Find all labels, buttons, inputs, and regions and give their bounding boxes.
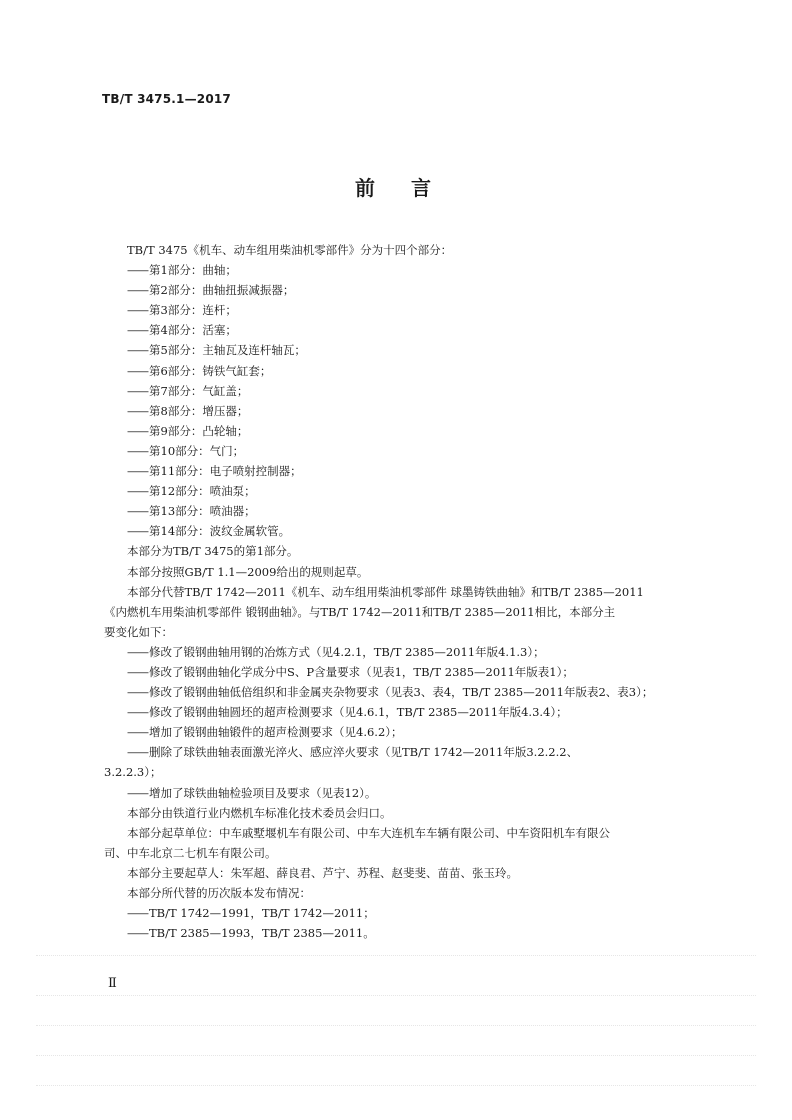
dash-mark: —— xyxy=(127,705,148,720)
part-label: 第14部分：波纹金属软管。 xyxy=(149,524,291,539)
dash-mark: —— xyxy=(127,504,148,519)
dash-mark: —— xyxy=(127,524,148,539)
foreword-body xyxy=(104,240,698,943)
scan-dotted-rule xyxy=(36,995,756,996)
list-item xyxy=(104,662,698,682)
replace-paragraph-line-3: 要变化如下： xyxy=(104,624,173,639)
list-item xyxy=(104,702,698,722)
dash-mark: —— xyxy=(127,906,148,921)
change-label: 删除了球铁曲轴表面激光淬火、感应淬火要求（见TB/T 1742—2011年版3.2.2.2、 xyxy=(149,745,579,760)
dash-mark: —— xyxy=(127,323,148,338)
history-label: TB/T 1742—1991，TB/T 1742—2011； xyxy=(149,906,375,921)
statement-drafting: 本部分按照GB/T 1.1—2009给出的规则起草。 xyxy=(127,564,369,579)
part-label: 第2部分：曲轴扭振减振器； xyxy=(149,283,295,298)
change-label: 修改了锻钢曲轴低倍组织和非金属夹杂物要求（见表3、表4，TB/T 2385—2011年版表2、表3）； xyxy=(149,685,654,700)
change-label: 增加了球铁曲轴检验项目及要求（见表12）。 xyxy=(149,785,377,800)
dash-mark: —— xyxy=(127,383,148,398)
change-label: 增加了锻钢曲轴锻件的超声检测要求（见4.6.2）； xyxy=(149,725,403,740)
drafting-units-line-1: 本部分起草单位：中车戚墅堰机车有限公司、中车大连机车车辆有限公司、中车资阳机车有限公 xyxy=(127,825,610,840)
intro-paragraph: TB/T 3475《机车、动车组用柴油机零部件》分为十四个部分： xyxy=(127,243,453,257)
change-label: 修改了锻钢曲轴用钢的冶炼方式（见4.2.1，TB/T 2385—2011年版4.1.3）； xyxy=(149,644,545,659)
list-item xyxy=(104,461,698,481)
dash-mark: —— xyxy=(127,443,148,458)
committee-statement: 本部分由铁道行业内燃机车标准化技术委员会归口。 xyxy=(127,805,392,820)
part-label: 第5部分：主轴瓦及连杆轴瓦； xyxy=(149,343,306,358)
scan-dotted-rule xyxy=(36,1025,756,1026)
history-intro: 本部分所代替的历次版本发布情况： xyxy=(127,886,311,900)
standard-number: TB/T 3475.1—2017 xyxy=(102,92,231,106)
list-item xyxy=(104,923,698,943)
part-label: 第11部分：电子喷射控制器； xyxy=(149,464,302,479)
statement-part: 本部分为TB/T 3475的第1部分。 xyxy=(127,544,299,559)
part-label: 第12部分：喷油泵； xyxy=(149,484,256,499)
dash-mark: —— xyxy=(127,745,148,760)
change-label: 修改了锻钢曲轴圆坯的超声检测要求（见4.6.1，TB/T 2385—2011年版4.3.4）； xyxy=(149,705,568,720)
replace-paragraph-line-2: 《内燃机车用柴油机零部件 锻钢曲轴》。与TB/T 1742—2011和TB/T 2385—2011相比，本部分主 xyxy=(104,604,616,619)
change-continuation: 3.2.2.3）； xyxy=(104,765,162,780)
dash-mark: —— xyxy=(127,403,148,418)
dash-mark: —— xyxy=(127,785,148,800)
drafting-units-line-2: 司、中车北京二七机车有限公司。 xyxy=(104,845,277,860)
list-item xyxy=(104,783,698,803)
scan-dotted-rule xyxy=(36,1055,756,1056)
dash-mark: —— xyxy=(127,685,148,700)
list-item xyxy=(104,280,698,300)
dash-mark: —— xyxy=(127,664,148,679)
list-item xyxy=(104,903,698,923)
list-item xyxy=(104,521,698,541)
part-label: 第3部分：连杆； xyxy=(149,303,237,318)
dash-mark: —— xyxy=(127,484,148,499)
list-item xyxy=(104,361,698,381)
list-item xyxy=(104,481,698,501)
list-item xyxy=(104,340,698,360)
drafters-statement: 本部分主要起草人：朱军超、薛良君、芦宁、苏程、赵斐斐、苗苗、张玉玲。 xyxy=(127,865,518,880)
list-item xyxy=(104,401,698,421)
page-title: 前言 xyxy=(355,176,467,200)
list-item xyxy=(104,300,698,320)
part-label: 第7部分：气缸盖； xyxy=(149,383,249,398)
scan-dotted-rule xyxy=(36,955,756,956)
list-item xyxy=(104,320,698,340)
dash-mark: —— xyxy=(127,283,148,298)
dash-mark: —— xyxy=(127,644,148,659)
dash-mark: —— xyxy=(127,423,148,438)
dash-mark: —— xyxy=(127,263,148,278)
dash-mark: —— xyxy=(127,464,148,479)
part-label: 第13部分：喷油器； xyxy=(149,504,256,519)
list-item xyxy=(104,260,698,280)
part-label: 第9部分：凸轮轴； xyxy=(149,423,249,438)
list-item xyxy=(104,501,698,521)
dash-mark: —— xyxy=(127,926,148,941)
list-item xyxy=(104,421,698,441)
part-label: 第8部分：增压器； xyxy=(149,403,249,418)
list-item xyxy=(104,742,698,762)
change-label: 修改了锻钢曲轴化学成分中S、P含量要求（见表1，TB/T 2385—2011年版表1）； xyxy=(149,664,574,679)
replace-paragraph-line-1: 本部分代替TB/T 1742—2011《机车、动车组用柴油机零部件 球墨铸铁曲轴》和TB/T 2385—2011 xyxy=(127,584,644,599)
list-item xyxy=(104,441,698,461)
page-number: Ⅱ xyxy=(108,976,117,991)
list-item xyxy=(104,722,698,742)
list-item xyxy=(104,682,698,702)
scan-dotted-rule xyxy=(36,1085,756,1086)
dash-mark: —— xyxy=(127,343,148,358)
dash-mark: —— xyxy=(127,725,148,740)
part-label: 第1部分：曲轴； xyxy=(149,263,237,278)
part-label: 第10部分：气门； xyxy=(149,443,245,458)
dash-mark: —— xyxy=(127,303,148,318)
part-label: 第6部分：铸铁气缸套； xyxy=(149,363,272,378)
list-item xyxy=(104,381,698,401)
part-label: 第4部分：活塞； xyxy=(149,323,237,338)
dash-mark: —— xyxy=(127,363,148,378)
history-label: TB/T 2385—1993，TB/T 2385—2011。 xyxy=(149,926,375,941)
list-item xyxy=(104,642,698,662)
